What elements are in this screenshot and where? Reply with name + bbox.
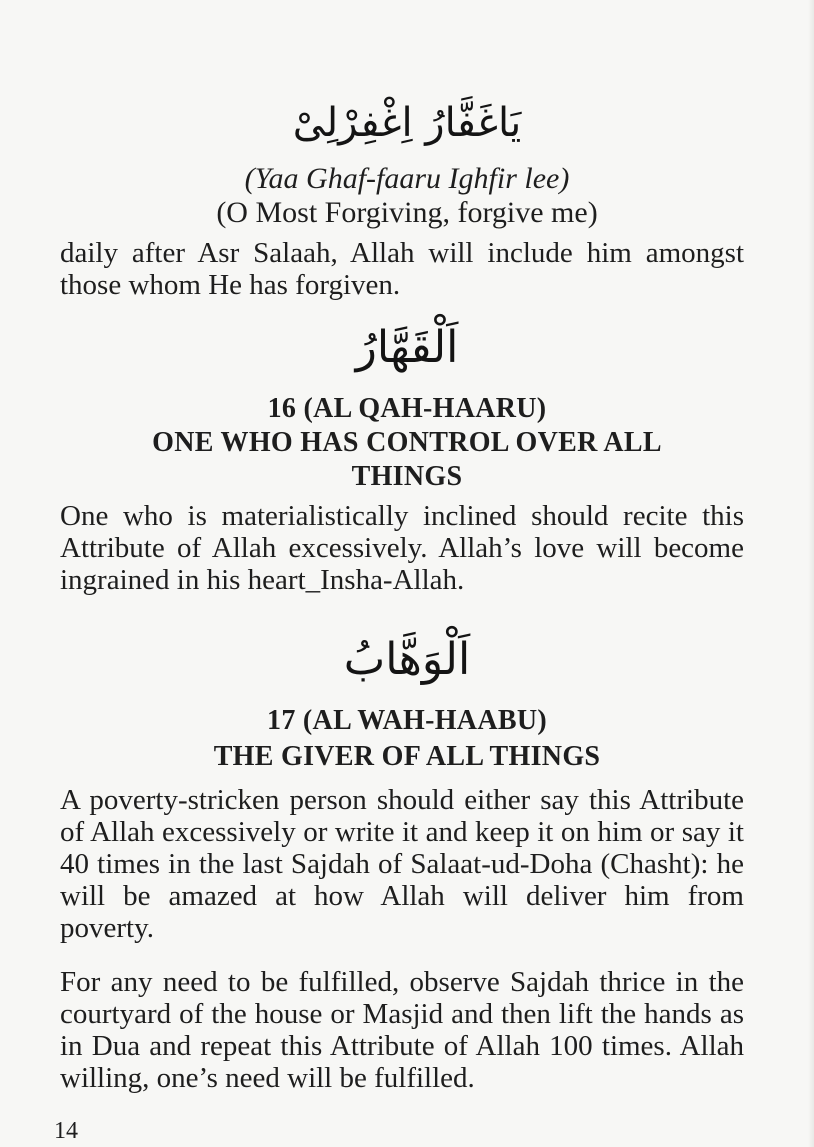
page-edge: [808, 0, 814, 1147]
paragraph-al-qahhar: One who is materialistically inclined should recite this Attribute of Allah excessively. Allah’s love will become ingrained in his heart_Insha-Allah.: [60, 500, 744, 596]
arabic-name-al-wahhab: اَلْوَهَّابُ: [343, 634, 471, 685]
paragraph-forgiveness: daily after Asr Salaah, Allah will include him amongst those whom He has forgiven.: [60, 237, 744, 301]
page-number: 14: [54, 1118, 78, 1144]
attribute-16-meaning-line2: THINGS: [351, 461, 463, 492]
arabic-dua: يَاغَفَّارُ اِغْفِرْلِىْ: [292, 100, 522, 146]
attribute-16-title: 16 (AL QAH-HAARU): [267, 393, 547, 424]
transliteration: (Yaa Ghaf-faaru Ighfir lee): [244, 162, 570, 195]
paragraph-al-wahhab-need: For any need to be fulfilled, observe Sajdah thrice in the courtyard of the house or Masjid and then lift the hands as in Dua and repeat this Attribute of Allah 100 times. Allah willing, one’s need will be fulfilled.: [60, 966, 744, 1094]
paragraph-al-wahhab-poverty: A poverty-stricken person should either say this Attribute of Allah excessively or write it and keep it on him or say it 40 times in the last Sajdah of Salaat-ud-Doha (Chasht): he will be amazed at how Allah will deliver him from poverty.: [60, 784, 744, 944]
translation: (O Most Forgiving, forgive me): [216, 196, 598, 229]
attribute-17-meaning: THE GIVER OF ALL THINGS: [213, 741, 601, 772]
arabic-name-al-qahhar: اَلْقَهَّارُ: [355, 322, 459, 373]
attribute-16-meaning-line1: ONE WHO HAS CONTROL OVER ALL: [152, 427, 662, 458]
attribute-17-title: 17 (AL WAH-HAABU): [267, 705, 547, 736]
